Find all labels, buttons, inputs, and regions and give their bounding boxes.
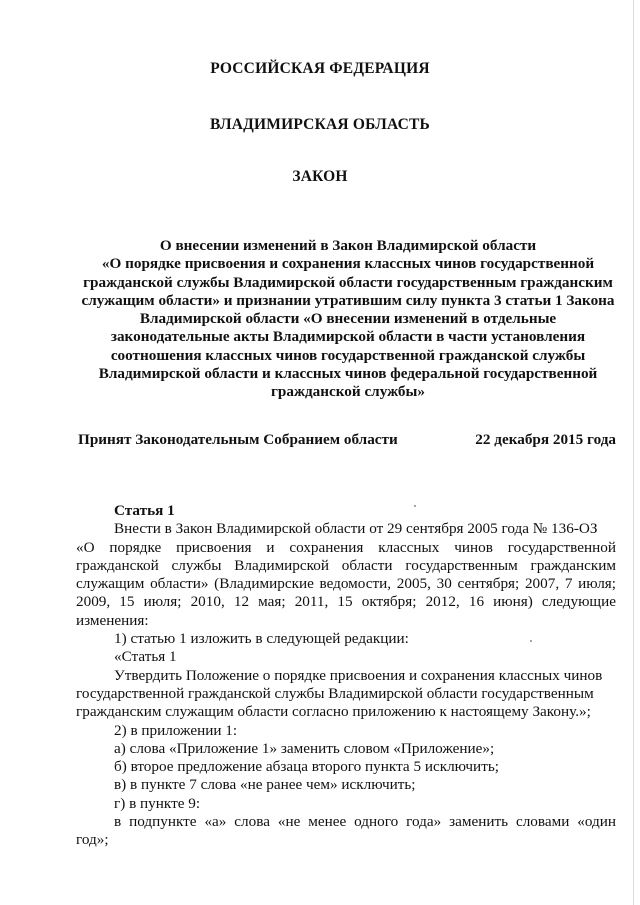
article-line: Внести в Закон Владимирской области от 29 сентября 2005 года № 136-ОЗ (114, 520, 598, 538)
article-line: б) второе предложение абзаца второго пункта 5 исключить; (114, 758, 499, 776)
article-line: государственной гражданской службы Владимирской области государственным (76, 684, 594, 702)
article-line: а) слова «Приложение 1» заменить словом «Приложение»; (114, 739, 495, 757)
article-body (76, 502, 616, 850)
law-title (78, 237, 618, 402)
article-line: 1) статью 1 изложить в следующей редакции: (114, 630, 409, 648)
article-line: 2009, 15 июля; 2010, 12 мая; 2011, 15 октября; 2012, 16 июня) следующие (76, 593, 616, 611)
region-heading: ВЛАДИМИРСКАЯ ОБЛАСТЬ (210, 116, 430, 133)
article-line: в) в пункте 7 слова «не ранее чем» исключить; (114, 776, 416, 794)
adoption-date: 22 декабря 2015 года (475, 431, 616, 448)
article-line: гражданским служащим области согласно приложению к настоящему Закону.»; (76, 703, 591, 721)
scan-edge (633, 0, 634, 905)
article-line: г) в пункте 9: (114, 794, 201, 812)
article-line: изменения: (76, 611, 149, 629)
article-line: год»; (76, 831, 109, 849)
title-line: О внесении изменений в Закон Владимирской области (159, 237, 537, 254)
scan-speck (530, 640, 532, 642)
title-line: соотношения классных чинов государственной гражданской службы (110, 346, 586, 364)
adoption-label: Принят Законодательным Собранием области (78, 431, 398, 448)
article-line: служащим области» (Владимирские ведомости, 2005, 30 сентября; 2007, 7 июля; (76, 575, 616, 593)
scan-speck (414, 505, 416, 507)
article-line: гражданской службы Владимирской области государственным гражданским (76, 556, 616, 574)
article-line: 2) в приложении 1: (114, 721, 238, 739)
article-line: «О порядке присвоения и сохранения классных чинов государственной (76, 538, 616, 556)
title-line: Владимирской области «О внесении изменений в отдельные (139, 310, 557, 328)
title-line: гражданской службы Владимирской области государственным гражданским (83, 273, 613, 291)
adoption-line (78, 431, 616, 449)
article-line: «Статья 1 (114, 648, 177, 666)
title-line: гражданской службы» (271, 383, 425, 401)
title-line: «О порядке присвоения и сохранения классных чинов государственной (101, 255, 595, 273)
article-line: в подпункте «а» слова «не менее одного года» заменить словами «один (114, 813, 616, 831)
title-line: служащим области» и признании утратившим силу пункта 3 статьи 1 Закона (81, 291, 615, 309)
federation-heading: РОССИЙСКАЯ ФЕДЕРАЦИЯ (210, 60, 430, 77)
article-heading: Статья 1 (114, 502, 175, 519)
law-heading: ЗАКОН (292, 168, 348, 185)
title-line: законодательные акты Владимирской области в части установления (110, 328, 586, 346)
title-line: Владимирской области и классных чинов федеральной государственной (98, 365, 598, 383)
article-line: Утвердить Положение о порядке присвоения и сохранения классных чинов (114, 666, 603, 684)
